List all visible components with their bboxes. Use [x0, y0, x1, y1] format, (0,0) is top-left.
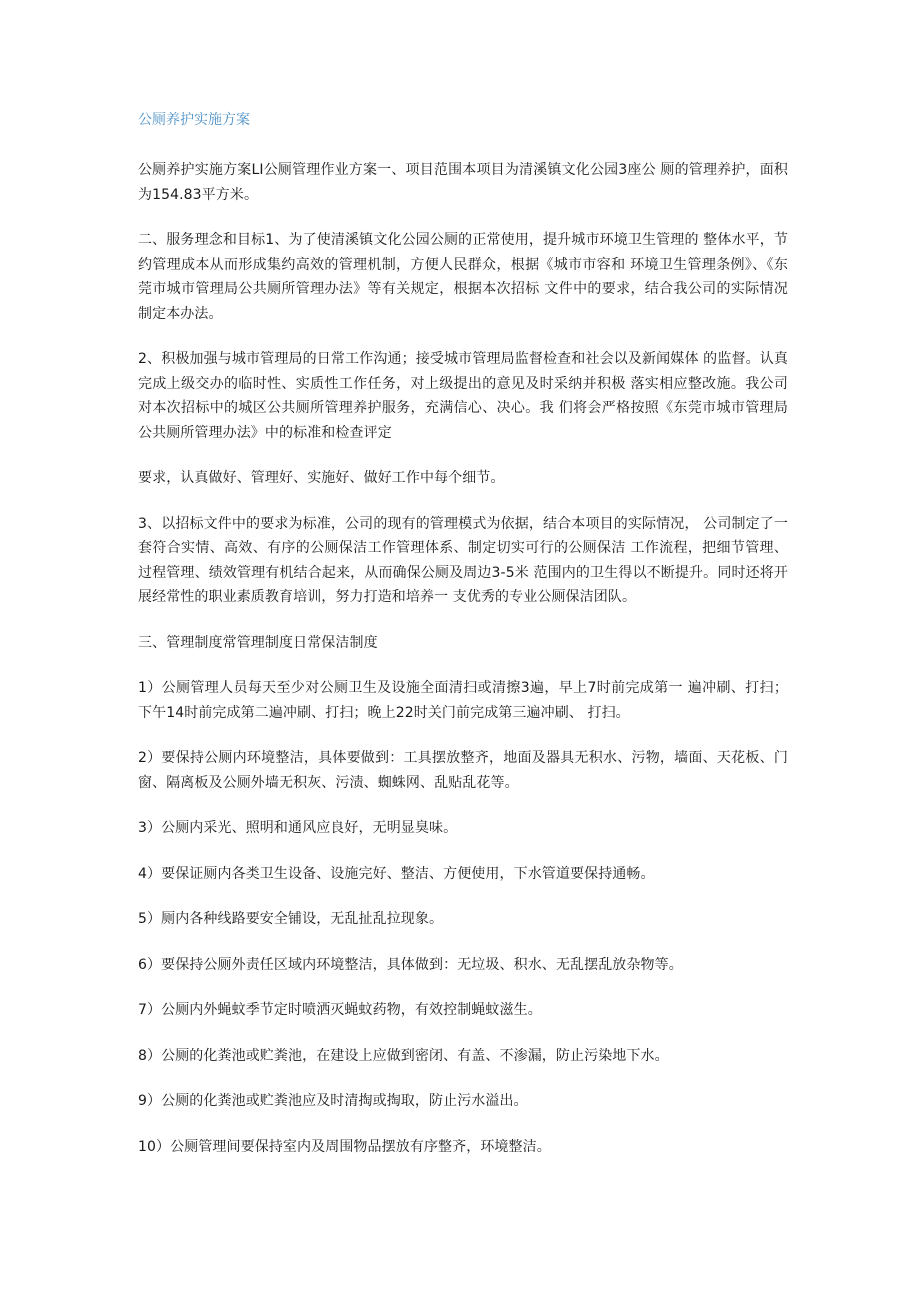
document-title: 公厕养护实施方案: [138, 112, 250, 128]
rule-item-6: 6）要保持公厕外责任区域内环境整洁，具体做到：无垃圾、积水、无乱摆乱放杂物等。: [138, 956, 683, 973]
section-heading-management-rules: 三、管理制度常管理制度日常保洁制度: [138, 634, 378, 651]
paragraph-management-system: 3、以招标文件中的要求为标准，公司的现有的管理模式为依据，结合本项目的实际情况， 公司制定了一套符合实情、高效、有序的公厕保洁工作管理体系、制定切实可行的公厕保洁 工作流程，把细节管理、过程管理、绩效管理有机结合起来，从而确保公厕及周边3-5米 范围内的卫生得以不断提升。同时还将开展经常性的职业素质教育培训，努力打造和培养一 支优秀的专业公厕保洁团队。: [138, 515, 788, 605]
rule-item-10: 10）公厕管理间要保持室内及周围物品摆放有序整齐，环境整洁。: [138, 1138, 551, 1155]
rule-item-2: 2）要保持公厕内环境整洁，具体要做到：工具摆放整齐，地面及器具无积水、污物，墙面、天花板、门窗、隔离板及公厕外墙无积灰、污渍、蜘蛛网、乱贴乱花等。: [138, 750, 788, 791]
rule-item-1: 1）公厕管理人员每天至少对公厕卫生及设施全面清扫或清擦3遍，早上7时前完成第一 遍冲刷、打扫；下午14时前完成第二遍冲刷、打扫；晚上22时关门前完成第三遍冲刷、 打扫。: [138, 680, 788, 721]
rule-item-8: 8）公厕的化粪池或贮粪池，在建设上应做到密闭、有盖、不渗漏，防止污染地下水。: [138, 1047, 669, 1064]
paragraph-communication: 2、积极加强与城市管理局的日常工作沟通；接受城市管理局监督检查和社会以及新闻媒体 的监督。认真完成上级交办的临时性、实质性工作任务，对上级提出的意见及时采纳并积极 落实相应整改施。我公司对本次招标中的城区公共厕所管理养护服务，充满信心、决心。我 们将会严格按照《东莞市城市管理局公共厕所管理办法》中的标准和检查评定: [138, 351, 788, 441]
paragraph-requirements: 要求，认真做好、管理好、实施好、做好工作中每个细节。: [138, 470, 505, 486]
document-page: [138, 108, 788, 1180]
rule-item-3: 3）公厕内采光、照明和通风应良好，无明显臭味。: [138, 820, 458, 836]
rule-item-5: 5）厕内各种线路要安全铺设，无乱扯乱拉现象。: [138, 911, 444, 927]
rule-item-9: 9）公厕的化粪池或贮粪池应及时清掏或掏取，防止污水溢出。: [138, 1093, 528, 1109]
rule-item-7: 7）公厕内外蝇蚊季节定时喷洒灭蝇蚊药物，有效控制蝇蚊滋生。: [138, 1002, 542, 1018]
paragraph-project-scope: 公厕养护实施方案LI公厕管理作业方案一、项目范围本项目为清溪镇文化公园3座公 厕的管理养护，面积为154.83平方米。: [138, 162, 788, 203]
paragraph-service-goals: 二、服务理念和目标1、为了使清溪镇文化公园公厕的正常使用，提升城市环境卫生管理的 整体水平，节约管理成本从而形成集约高效的管理机制，方便人民群众，根据《城市市容和 环境卫生管理条例》、《东莞市城市管理局公共厕所管理办法》等有关规定，根据本次招标 文件中的要求，结合我公司的实际情况制定本办法。: [138, 232, 788, 322]
rule-item-4: 4）要保证厕内各类卫生设备、设施完好、整洁、方便使用，下水管道要保持通畅。: [138, 865, 655, 882]
